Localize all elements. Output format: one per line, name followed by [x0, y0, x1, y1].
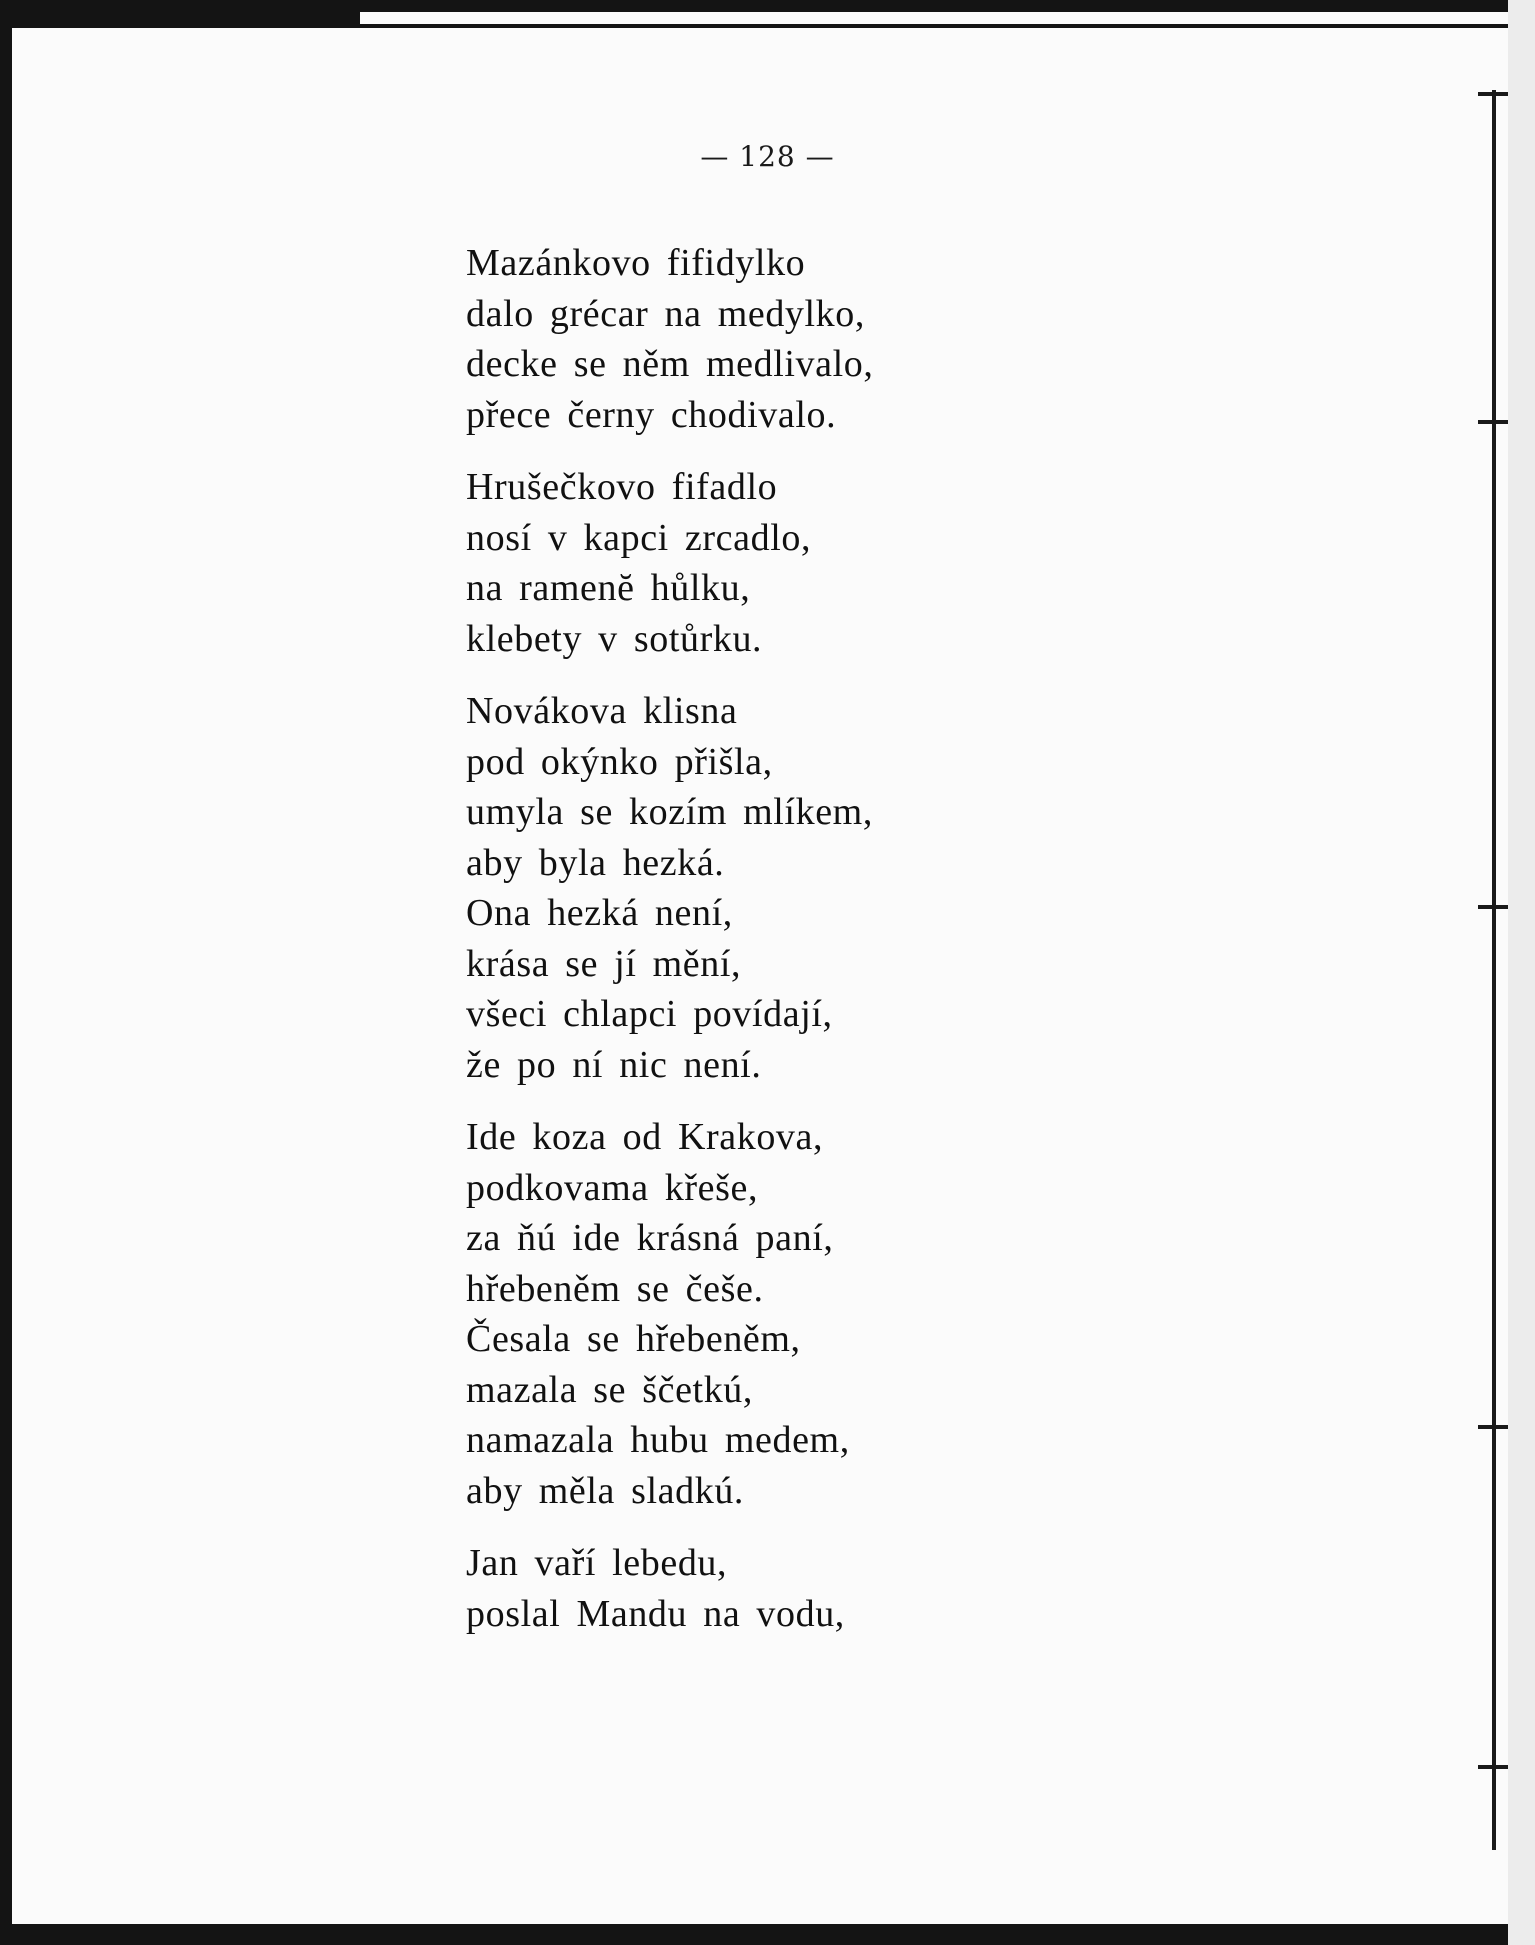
verse-line: umyla se kozím mlíkem,	[466, 791, 873, 833]
stanza	[466, 462, 1166, 664]
verse-line: dalo grécar na medylko,	[466, 292, 865, 335]
verse-line: na ramenĕ hůlku,	[466, 567, 751, 609]
page-number: — 128 —	[700, 140, 835, 173]
verse-line: pod okýnko přišla,	[466, 740, 773, 783]
verse-line: všeci chlapci povídají,	[466, 993, 833, 1035]
verse-line: Hrušečkovo fifadlo	[466, 466, 778, 508]
binding-mark	[1478, 92, 1508, 96]
verse-line: Novákova klisna	[466, 690, 738, 732]
verse-line: Jan vaří lebedu,	[466, 1542, 728, 1584]
verse-line: aby měla sladkú.	[466, 1469, 745, 1512]
verse-line: hřebeněm se češe.	[466, 1267, 764, 1310]
verse-line: podkovama křeše,	[466, 1166, 759, 1209]
binding-mark	[1478, 1425, 1508, 1429]
binding-mark	[1478, 420, 1508, 424]
binding-mark	[1478, 905, 1508, 909]
stanza	[466, 1538, 1166, 1639]
verse-line: poslal Mandu na vodu,	[466, 1592, 845, 1635]
stanza	[466, 238, 1166, 440]
verse-line: namazala hubu medem,	[466, 1419, 850, 1461]
binding-mark	[1478, 1765, 1508, 1769]
verse-line: mazala se ščetkú,	[466, 1368, 754, 1411]
stanza	[466, 686, 1166, 1090]
verse-line: decke se něm medlivalo,	[466, 343, 874, 385]
verse-line: Ona hezká není,	[466, 892, 733, 934]
verse-line: nosí v kapci zrcadlo,	[466, 516, 812, 559]
verse-line: krása se jí mění,	[466, 942, 742, 985]
scan-top-edge	[0, 0, 1535, 28]
verse-line: za ňú ide krásná paní,	[466, 1217, 834, 1259]
poem-text	[466, 238, 1166, 1661]
verse-line: klebety v sotůrku.	[466, 617, 763, 660]
verse-line: Česala se hřebeněm,	[466, 1318, 801, 1360]
verse-line: Ide koza od Krakova,	[466, 1116, 824, 1158]
binding-edge	[1492, 90, 1496, 1850]
verse-line: že po ní nic není.	[466, 1043, 762, 1086]
stanza	[466, 1112, 1166, 1516]
verse-line: Mazánkovo fifidylko	[466, 242, 806, 284]
verse-line: aby byla hezká.	[466, 841, 725, 884]
verse-line: přece černy chodivalo.	[466, 393, 837, 436]
scan-right-strip	[1508, 0, 1535, 1945]
